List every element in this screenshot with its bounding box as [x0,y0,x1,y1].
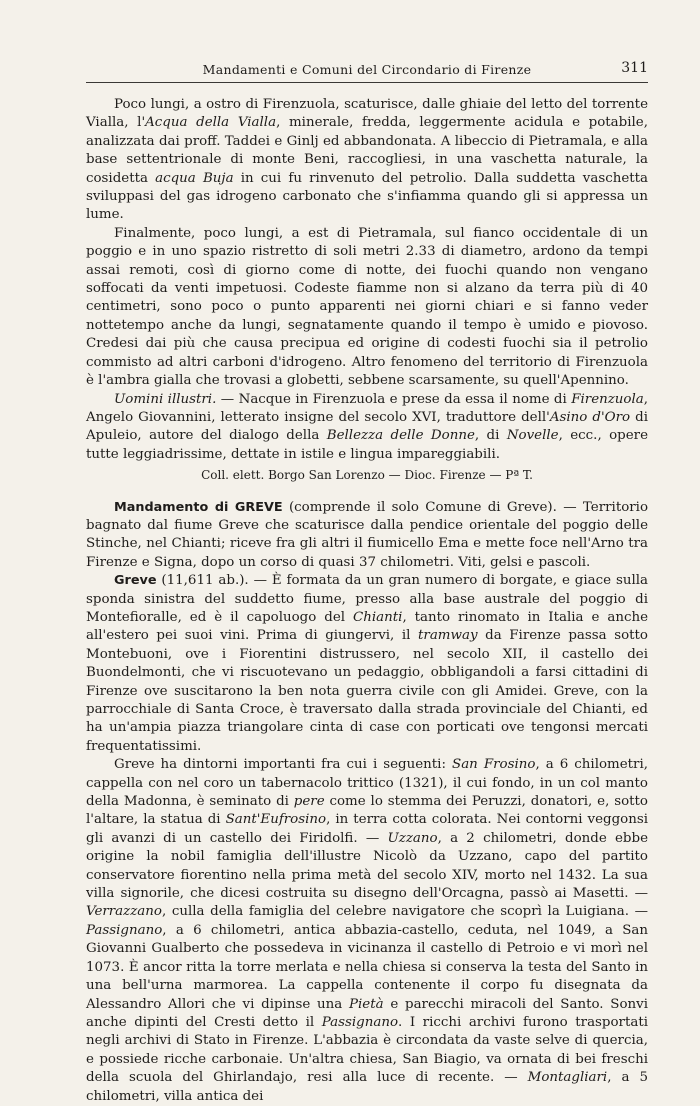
italic-run: Passignano [86,922,163,938]
italic-run: Bellezza delle Donne [326,428,475,444]
italic-run: Pietà [348,996,384,1012]
italic-run: Asino d'Oro [549,409,631,425]
text-run: (comprende il solo Comune di Greve). — Territorio bagnato dal fiume Greve che scaturisce dalla pendice orientale del poggio delle Stinche, nel Chianti; riceve fra gli altri il fiumicello Ema e mette foce nell'Arno tra Firenze e Signa, dopo un corso di quasi 37 chilometri. Viti, gelsi e pascoli. [86,499,649,570]
text-run: e parecchi miracoli del Santo. Sonvi anche dipinti del Cresti detto il [86,996,648,1030]
section-heading: Mandamento di GREVE [114,499,283,515]
paragraph-mandamento-greve [86,499,648,573]
text-run: , a 6 chilometri, antica abbazia-castello, ceduta, nel 1049, a San Giovanni Gualberto che possedeva in vicinanza il castello di Petroio e vi morì nel 1073. È ancor ritta la torre merlata e nella chiesa si conserva la testa del Santo in una bell'urna marmorea. La cappella contenente il corpo fu disegnata da Alessandro Allori che vi dipinse una [86,922,648,1012]
text-run: come lo stemma dei Peruzzi, donatori, e, sotto l'altare, la statua di [86,794,648,828]
text-run: di Apuleio, autore del dialogo della [86,409,648,444]
italic-run: tramway [418,628,478,644]
page-number: 311 [621,60,648,76]
paragraph-famous-men [86,391,648,465]
text-run: , a 5 chilometri, villa antica dei [86,1070,648,1104]
page-body [86,96,648,1106]
italic-run: Montagliari [527,1070,608,1086]
text-run: da Firenze passa sotto Montebuoni, ove i Fiorentini distrussero, nel secolo XII, il castello dei Buondelmonti, che vi riscuotevano un pedaggio, obbligandoli a farsi cittadini di Firenze ove suscitarono la ben nota guerra civile con gli Amidei. Greve, con la parrocchiale di Santa Croce, è traversato dalla strada provinciale del Chianti, ed ha un'ampia piazza triangolare cinta di case con porticati ove tengonsi mercati frequentatissimi. [86,628,648,754]
town-heading: Greve [114,573,157,589]
paragraph-greve [86,572,648,756]
text-run: , ecc., opere tutte leggiadrissime, dettate in istile e lingua impareggiabili. [86,428,648,462]
italic-run: Uomini illustri. [114,391,217,407]
text-run: (11,611 ab.). — È formata da un gran numero di borgate, e giace sulla sponda sinistra del suddetto fiume, presso alla base australe del poggio di Montefioralle, ed è il capoluogo del [86,573,648,625]
paragraph-mineral-water [86,96,648,225]
italic-run: Chianti [353,609,403,625]
text-run: , di [474,428,507,444]
text-run: , in terra cotta colorata. Nei contorni veggonsi gli avanzi di un castello dei Firidolfi. — [86,812,648,846]
italic-run: pere [293,794,325,810]
text-run: Poco lungi, a ostro di Firenzuola, scaturisce, dalle ghiaie del letto del torrente Vialla, l' [86,97,648,131]
italic-run: Passignano [321,1014,399,1030]
running-header [86,58,648,83]
text-run: , a 2 chilometri, donde ebbe origine la nobil famiglia dell'illustre Nicolò da Uzzano, capo del partito conservatore fiorentino nella prima metà del secolo XIV, morto nel 1432. La sua villa signorile, che dicesi costruita su disegno dell'Orcagna, passò ai Masetti. — [86,830,648,902]
college-diocese-line: Coll. elett. Borgo San Lorenzo — Dioc. Firenze — Pª T. [201,468,533,483]
italic-run: acqua Buja [155,170,234,186]
italic-run: Sant'Eufrosino [225,812,327,828]
text-run: — Nacque in Firenzuola e prese da essa il nome di [216,391,572,407]
text-run: , Angelo Giovannini, letterato insigne del secolo XVI, traduttore dell' [86,391,649,425]
paragraph-greve-surroundings [86,756,648,1106]
italic-run: Uzzano [387,830,438,846]
text-run: . I ricchi archivi furono trasportati negli archivi di Stato in Firenze. L'abbazia è circondata da vaste selve di quercia, e possiede ricche carbonaie. Un'altra chiesa, San Biagio, va ornata di bei freschi della scuola del Ghirlandajo, resi alla luce di recente. — [86,1014,648,1086]
running-title: Mandamenti e Comuni del Circondario di Firenze [202,62,532,77]
italic-run: San Frosino [452,757,536,773]
text-run: Greve ha dintorni importanti fra cui i seguenti: [114,757,453,773]
italic-run: Verrazzano [86,904,162,920]
italic-run: Acqua della Vialla [145,115,277,131]
paragraph-fires: Finalmente, poco lungi, a est di Pietramala, sul fianco occidentale di un poggio e in uno spazio ristretto di soli metri 2.33 di diametro, ardono da tempi assai remoti, così di giorno come di notte, dei fuochi quando non vengano soffocati da venti impetuosi. Codeste fiamme non si alzano da terra più di 40 centimetri, sono poco o punto apparenti nei giorni chiari e si fanno veder nottetempo anche da lungi, segnatamente quando il tempo è umido e piovoso. Credesi dai più che causa precipua ed origine di codesti fuochi sia il petrolio commisto ad altri carboni d'idrogeno. Altro fenomeno del territorio di Firenzuola è l'ambra gialla che trovasi a globetti, sebbene scarsamente, su quell'Apennino. [86,225,648,389]
text-run: , minerale, fredda, leggermente acidula e potabile, analizzata dai proff. Taddei e Ginlj ed abbandonata. A libeccio di Pietramala, e alla base settentrionale di monte Beni, raccogliesi, in una vaschetta naturale, la cosidetta [86,115,648,186]
text-run: in cui fu rinvenuto del petrolio. Dalla suddetta vaschetta sviluppasi del gas idrogeno carbonato che s'infiamma quando gli si appressa un lume. [86,170,648,223]
italic-run: Novelle [506,428,559,444]
text-run: , a 6 chilometri, cappella con nel coro un tabernacolo trittico (1321), il cui fondo, in un col manto della Madonna, è seminato di [86,757,648,810]
text-run: , tanto rinomato in Italia e anche all'estero pei suoi vini. Prima di giungervi, il [86,609,648,644]
italic-run: Firenzuola [571,391,644,407]
text-run: , culla della famiglia del celebre navigatore che scoprì la Luigiana. — [161,904,648,920]
